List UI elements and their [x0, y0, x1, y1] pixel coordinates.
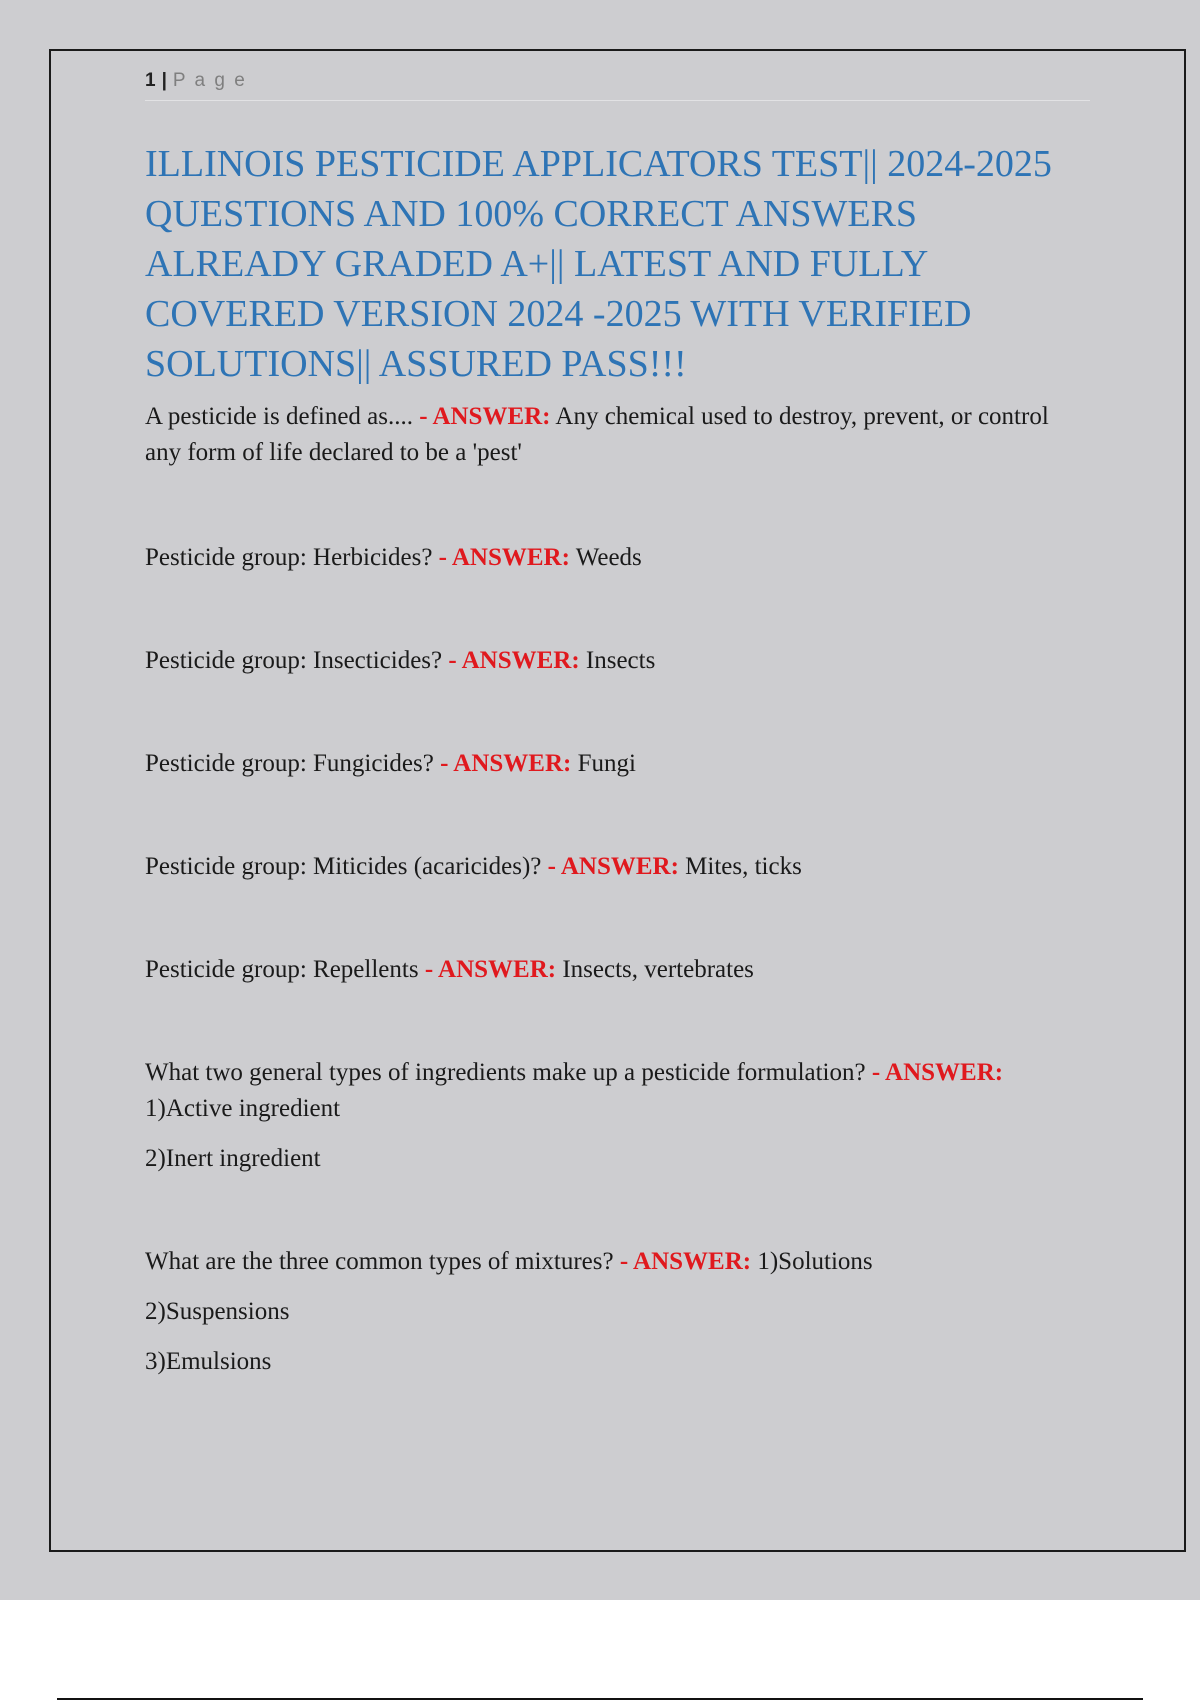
question-text: What two general types of ingredients make up a pesticide formulation? — [145, 1059, 866, 1086]
answer-text: 1)Solutions — [757, 1248, 873, 1275]
question-text: Pesticide group: Repellents — [145, 956, 419, 983]
answer-text: Insects, vertebrates — [562, 956, 754, 983]
answer-marker: - ANSWER: — [438, 544, 570, 571]
answer-text: Any chemical used to destroy, prevent, or control any form of life declared to be a 'pest' — [145, 403, 1049, 466]
question-text: What are the three common types of mixtures? — [145, 1248, 614, 1275]
answer-marker: - ANSWER: — [424, 956, 557, 983]
answer-continuation: 3)Emulsions — [145, 1348, 272, 1375]
question-text: Pesticide group: Herbicides? — [145, 544, 433, 571]
page-header — [145, 70, 1090, 101]
answer-text: Weeds — [575, 544, 642, 571]
answer-text: Fungi — [577, 750, 636, 777]
page-label: P a g e — [172, 70, 247, 91]
qa-item — [145, 643, 1090, 679]
question-text: Pesticide group: Miticides (acaricides)? — [145, 853, 542, 880]
document-title: ILLINOIS PESTICIDE APPLICATORS TEST|| 2024-2025 QUESTIONS AND 100% CORRECT ANSWERS ALREADY GRADED A+|| LATEST AND FULLY COVERED VERSION 2024 -2025 WITH VERIFIED SOLUTIONS|| ASSURED PASS!!! — [145, 143, 1052, 385]
qa-item — [145, 746, 1090, 782]
answer-marker: - ANSWER: — [440, 750, 572, 777]
question-text: Pesticide group: Insecticides? — [145, 647, 443, 674]
question-text: A pesticide is defined as.... — [145, 403, 413, 430]
answer-text: 1)Active ingredient — [145, 1095, 341, 1122]
answer-text: Mites, ticks — [685, 853, 802, 880]
answer-marker: - ANSWER: — [547, 853, 679, 880]
qa-item — [145, 849, 1090, 885]
qa-list — [145, 399, 1090, 1380]
answer-continuation: 2)Inert ingredient — [145, 1145, 321, 1172]
answer-marker: - ANSWER: — [419, 403, 551, 430]
answer-marker: - ANSWER: — [871, 1059, 1004, 1086]
document-page — [145, 70, 1090, 1447]
qa-item — [145, 399, 1090, 471]
qa-item — [145, 952, 1090, 988]
page-separator: | — [161, 70, 169, 91]
qa-item — [145, 1055, 1090, 1177]
answer-marker: - ANSWER: — [619, 1248, 752, 1275]
qa-item — [145, 540, 1090, 576]
question-text: Pesticide group: Fungicides? — [145, 750, 434, 777]
qa-item — [145, 1244, 1090, 1380]
answer-text: Insects — [585, 647, 656, 674]
page-number: 1 — [145, 70, 158, 91]
answer-marker: - ANSWER: — [448, 647, 580, 674]
answer-continuation: 2)Suspensions — [145, 1298, 290, 1325]
